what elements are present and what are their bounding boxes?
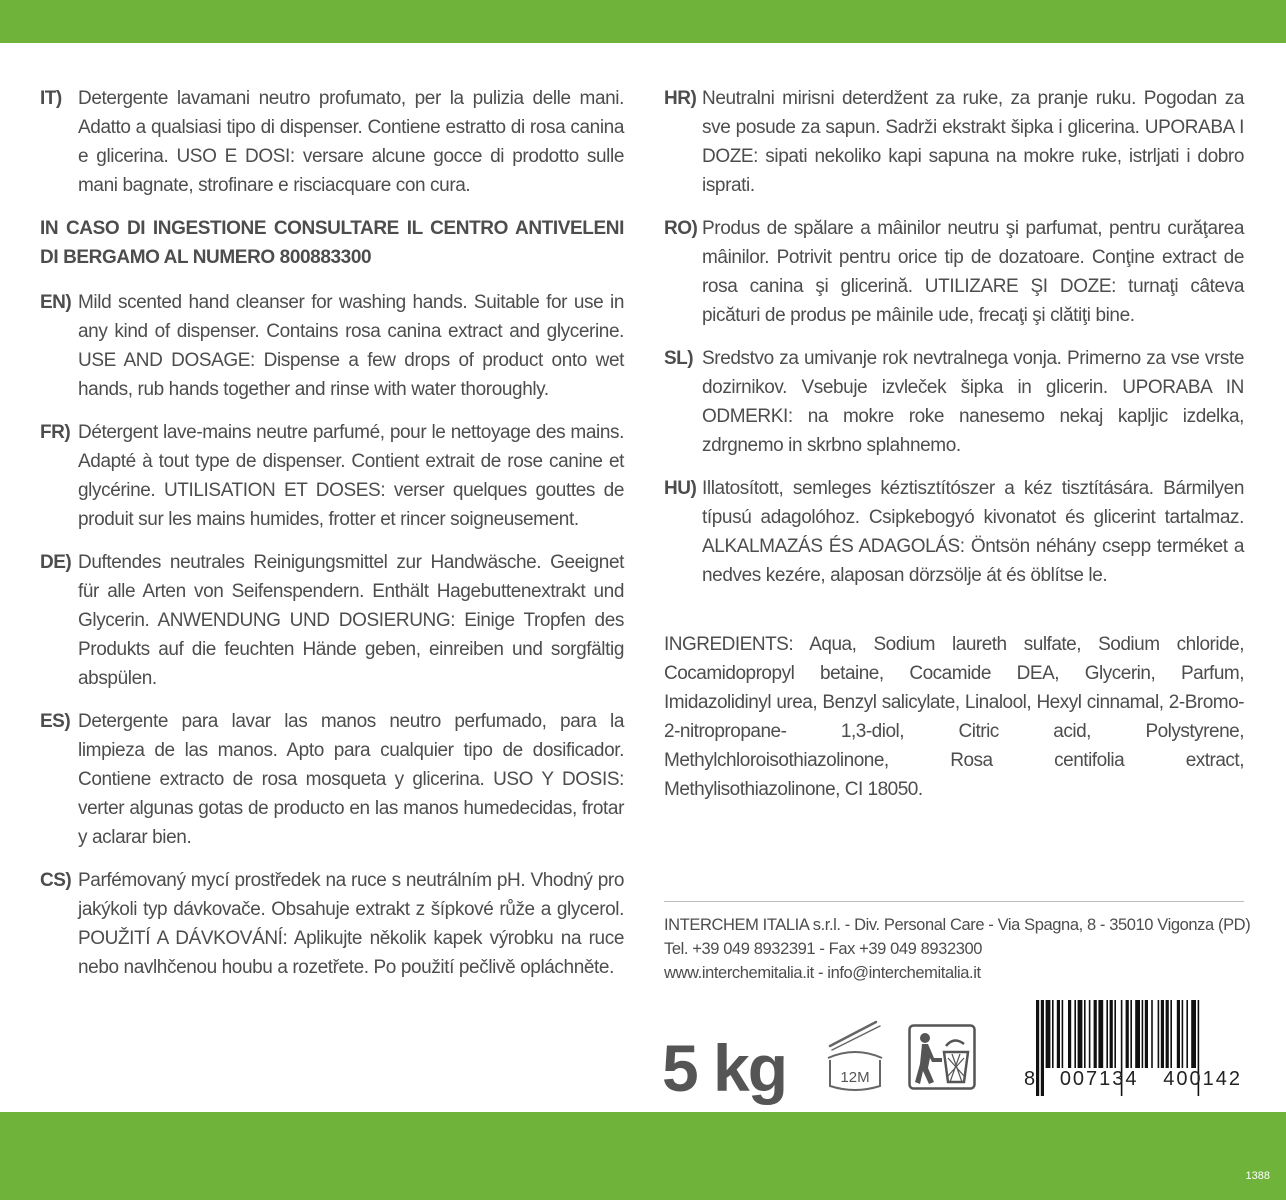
- entry-text: Mild scented hand cleanser for washing hands. Suitable for use in any kind of dispenser. Contains rosa canina extract and glycerine. USE AND DOSAGE: Dispense a few drops of product onto wet hands, rub hands together and rinse with water thoroughly.: [78, 292, 624, 400]
- barcode-bar: [1142, 1000, 1144, 1068]
- lang-code: SL): [664, 348, 694, 369]
- barcode-bar: [1057, 1000, 1060, 1068]
- barcode-bar: [1074, 1000, 1076, 1068]
- entry-text: Parfémovaný mycí prostředek na ruce s neutrálním pH. Vhodný pro jakýkoli typ dávkovače. Obsahuje extrakt z šípkové růže a glycerol. POUŽITÍ A DÁVKOVÁNÍ: Aplikujte několik kapek výrobku na ruce nebo navlhčenou houbu a rozetřete. Po použití pečlivě opláchněte.: [78, 870, 624, 978]
- poison-warning: IN CASO DI INGESTIONE CONSULTARE IL CENTRO ANTIVELENI DI BERGAMO AL NUMERO 800883300: [40, 218, 624, 268]
- barcode-bar: [1161, 1000, 1164, 1068]
- barcode-bar: [1170, 1000, 1172, 1068]
- barcode-bar: [1062, 1000, 1064, 1068]
- entry-de: [40, 548, 624, 693]
- barcode-bar: [1084, 1000, 1086, 1068]
- ingredients-list: INGREDIENTS: Aqua, Sodium laureth sulfate, Sodium chloride, Cocamidopropyl betaine, Cocamide DEA, Glycerin, Parfum, Imidazolidinyl urea, Benzyl salicylate, Linalool, Hexyl cinnamal, 2-Bromo-2-nitropropane- 1,3-diol, Citric acid, Polystyrene, Methylchloroisothiazolinone, Rosa centifolia extract, Methylisothiazolinone, CI 18050.: [664, 634, 1244, 800]
- barcode-bar: [1151, 1000, 1153, 1068]
- left-column: [40, 84, 624, 996]
- entry-ro: [664, 214, 1244, 330]
- barcode-bar: [1114, 1000, 1116, 1068]
- barcode-bar: [1177, 1000, 1180, 1068]
- entry-text: Sredstvo za umivanje rok nevtralnega vonja. Primerno za vse vrste dozirnikov. Vsebuje izvleček šipka in glicerin. UPORABA IN ODMERKI: na mokre roke nanesemo nekaj kapljic izdelka, zdrgnemo in skrbno splahnemo.: [702, 348, 1244, 456]
- barcode-bar: [1094, 1000, 1097, 1068]
- lang-code: HR): [664, 88, 697, 109]
- entry-text: Détergent lave-mains neutre parfumé, pour le nettoyage des mains. Adapté à tout type de dispenser. Contient extrait de rose canine et glycérine. UTILISATION ET DOSES: verser quelques gouttes de produit sur les mains humides, frotter et rincer soigneusement.: [78, 422, 624, 530]
- barcode-group-2: 400142: [1163, 1068, 1242, 1090]
- lang-code: FR): [40, 422, 71, 443]
- barcode-group-1: 007134: [1059, 1068, 1139, 1090]
- barcode-bar: [1126, 1000, 1129, 1068]
- recycle-bin-icon: [908, 1024, 976, 1090]
- barcode-bar: [1191, 1000, 1196, 1068]
- lang-code: EN): [40, 292, 72, 313]
- right-column: [664, 84, 1244, 604]
- barcode-bar: [1145, 1000, 1148, 1068]
- lang-code: DE): [40, 552, 72, 573]
- entry-fr: [40, 418, 624, 534]
- barcode-bar: [1158, 1000, 1160, 1068]
- barcode-bar: [1130, 1000, 1132, 1068]
- top-green-band: [0, 0, 1286, 43]
- entry-cs: [40, 866, 624, 982]
- entry-text: Illatosított, semleges kéztisztítószer a kéz tisztítására. Bármilyen típusú adagolóhoz. Csipkebogyó kivonatot és glicerint tartalmaz. ALKALMAZÁS ÉS ADAGOLÁS: Öntsön néhány csepp terméket a nedves kezére, alaposan dörzsölje át és öblítse le.: [702, 478, 1244, 586]
- lang-code: IT): [40, 88, 62, 109]
- pao-label: 12M: [840, 1069, 870, 1086]
- entry-text: Detergente para lavar las manos neutro perfumado, para la limpieza de las manos. Apto para cualquier tipo de dosificador. Contiene extracto de rosa mosqueta y glicerina. USO Y DOSIS: verter algunas gotas de producto en las manos humedecidas, frotar y aclarar bien.: [78, 711, 624, 848]
- barcode-bar: [1106, 1000, 1108, 1068]
- entry-es: [40, 707, 624, 852]
- company-phone: Tel. +39 049 8932391 - Fax +39 049 8932300: [664, 940, 983, 958]
- lang-code: HU): [664, 478, 697, 499]
- barcode-bar: [1046, 1000, 1051, 1068]
- company-info: [664, 913, 1264, 985]
- company-address: INTERCHEM ITALIA s.r.l. - Div. Personal Care - Via Spagna, 8 - 35010 Vigonza (PD): [664, 916, 1251, 934]
- barcode-bar: [1098, 1000, 1103, 1068]
- barcode-bar: [1110, 1000, 1113, 1068]
- barcode-bar: [1186, 1000, 1188, 1068]
- divider: [664, 901, 1244, 902]
- entry-sl: [664, 344, 1244, 460]
- entry-hu: [664, 474, 1244, 590]
- lang-code: CS): [40, 870, 72, 891]
- barcode-bar: [1068, 1000, 1071, 1068]
- bottom-green-band: [0, 1112, 1286, 1200]
- entry-hr: [664, 84, 1244, 200]
- entry-text: Duftendes neutrales Reinigungsmittel zur Handwäsche. Geeignet für alle Arten von Seifenspendern. Enthält Hagebuttenextrakt und Glycerin. ANWENDUNG UND DOSIERUNG: Einige Tropfen des Produkts auf die feuchten Hände geben, einreiben und sorgfältig abspülen.: [78, 552, 624, 689]
- barcode-first-digit: 8: [1024, 1068, 1036, 1090]
- entry-text: Detergente lavamani neutro profumato, per la pulizia delle mani. Adatto a qualsiasi tipo di dispenser. Contiene estratto di rosa canina e glicerina. USO E DOSI: versare alcune gocce di prodotto sulle mani bagnate, strofinare e risciacquare con cura.: [78, 88, 624, 196]
- barcode-bar: [1052, 1000, 1054, 1068]
- barcode-bar: [1135, 1000, 1140, 1068]
- net-weight: 5 kg: [662, 1031, 787, 1105]
- lang-code: RO): [664, 218, 698, 239]
- entry-text: Produs de spălare a mâinilor neutru şi parfumat, pentru curăţarea mâinilor. Potrivit pentru orice tip de dozatoare. Conţine extract de rosa canina şi glicerină. UTILIZARE ŞI DOZE: turnaţi câteva picături de produs pe mâinile ude, frecaţi şi clătiţi bine.: [702, 218, 1244, 326]
- company-web: www.interchemitalia.it - info@interchemitalia.it: [664, 964, 981, 982]
- entry-text: Neutralni mirisni deterdžent za ruke, za pranje ruku. Pogodan za sve posude za sapun. Sadrži ekstrakt šipka i glicerina. UPORABA I DOZE: sipati nekoliko kapi sapuna na mokre ruke, istrljati i dobro isprati.: [702, 88, 1244, 196]
- barcode-bar: [1182, 1000, 1184, 1068]
- pao-jar-icon: [822, 1016, 888, 1094]
- barcode-digits: [1022, 1068, 1244, 1091]
- entry-it: [40, 84, 624, 200]
- lang-code: ES): [40, 711, 71, 732]
- barcode-bar: [1089, 1000, 1091, 1068]
- barcode-bar: [1078, 1000, 1083, 1068]
- label-code: 1388: [1245, 1170, 1270, 1182]
- barcode-bar: [1166, 1000, 1169, 1068]
- entry-en: [40, 288, 624, 404]
